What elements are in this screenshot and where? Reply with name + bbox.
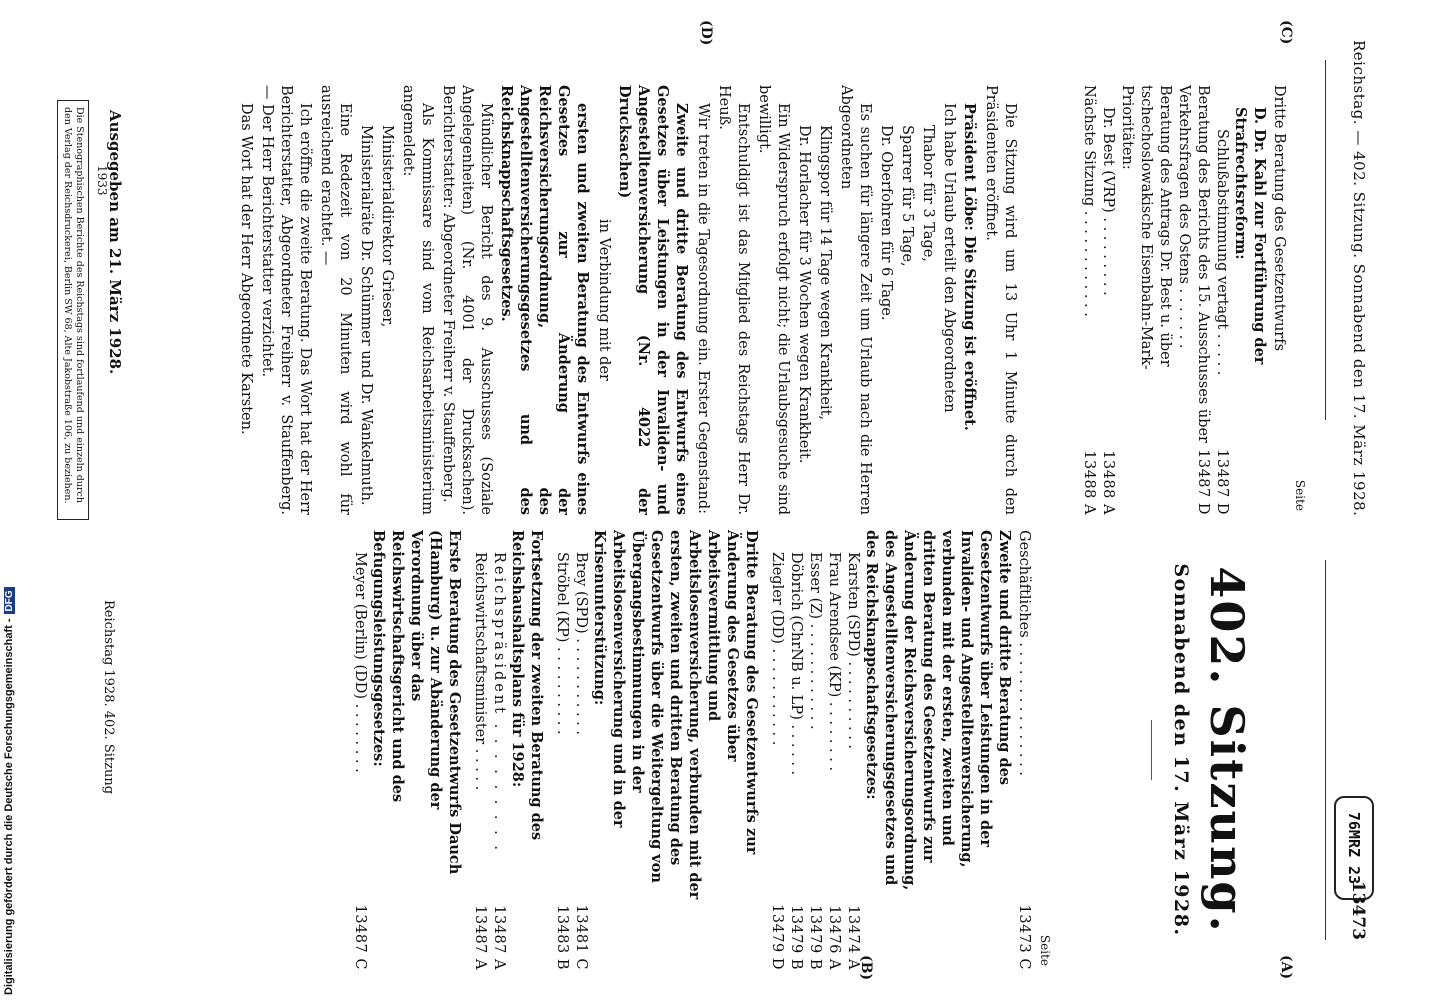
toc-item — [1098, 85, 1117, 515]
toc-text: Erste Beratung des Gesetzentwurfs Dauch (Hamburg) u. zur Abänderung der Verordnung über das Reichswirtschaftsgericht und des Befugungsleistungsgesetzes: — [370, 530, 463, 875]
body-paragraph: Eine Redezeit von 20 Minuten wird wohl für ausreichend erachtet. — — [318, 85, 353, 515]
body-paragraph: Ministerialräte Dr. Schümmer und Dr. Wankelmuth. — [358, 125, 374, 506]
session-date: Sonnabend den 17. März 1928. — [1170, 563, 1192, 937]
bottom-page-number: 1933 — [95, 165, 109, 196]
toc-text: Nächste Sitzung . . . . . . . . . . . . — [1081, 85, 1097, 317]
header-rule-left — [1325, 60, 1326, 420]
toc-item — [552, 530, 571, 970]
body-paragraph: in Verbindung mit der — [596, 219, 612, 381]
session-body — [236, 85, 1019, 515]
toc-item — [369, 530, 464, 970]
margin-marker-b: (B) — [858, 955, 874, 981]
toc-text: Dritte Beratung des Gesetzentwurfs zur Änderung des Gesetzes über Arbeitsvermittlung und Arbeitslosenversicherung, verbunden mit der ersten, zweiten und dritten Beratung des Gesetzentwurfs über die Weitergeltung von Übergangsbestimmungen in der Arbeitslosenversicherung und in der Krisenunterstützung: — [591, 530, 760, 900]
toc-text: Dr. Best (VRP) . . . . . . . . . — [1100, 107, 1116, 296]
toc-ref: 13479 B — [788, 905, 804, 970]
toc-item — [508, 530, 546, 970]
toc-item — [805, 530, 824, 970]
body-paragraph: Mündlicher Bericht des 9. Ausschusses (Soziale Angelegenheiten) (Nr. 4001 der Drucksachen). Berichterstatter: Abgeordneter Freiherr v. Stauffenberg. — [440, 85, 494, 515]
toc-ref: 13479 D — [769, 904, 785, 970]
digitization-note — [0, 0, 22, 1000]
margin-marker-c: (C) — [1278, 20, 1294, 45]
page-number: 13473 — [1348, 880, 1368, 940]
toc-text: Frau Arendsee (KP) . . . . . . . . — [826, 552, 842, 772]
toc-item — [1174, 85, 1212, 515]
toc-text: Meyer (Berlin) (DD) . . . . . . . . — [352, 552, 368, 773]
session-title: 402. Sitzung. — [1200, 566, 1254, 934]
toc-text: Brey (SPD) . . . . . . . . . . . — [573, 552, 589, 735]
toc-item — [489, 530, 508, 970]
toc-ref: 13483 B — [554, 905, 570, 970]
toc-text: Beratung des Antrags Dr. Best u. über tschechoslowakische Eisenbahn-Mark-Prioritäten: — [1119, 85, 1173, 370]
toc-item — [1212, 85, 1231, 515]
running-head — [1334, 40, 1374, 970]
toc-text: Zweite und dritte Beratung des Gesetzentwurfs über Leistungen in der Invaliden- und Angestelltenversicherung, verbunden mit der ersten, zweiten und dritten Beratung des Gesetzentwurfs zur Änderung der Reichsversicherungsordnung, des Angestelltenversicherungsgesetzes und des Reichsknappschaftsgesetzes: — [863, 530, 1013, 891]
toc-item — [590, 530, 761, 970]
toc-item — [862, 530, 1014, 970]
issued-date: Ausgegeben am 21. März 1928. — [106, 110, 124, 375]
toc-ref: 13476 A — [826, 905, 842, 970]
toc-item — [1269, 85, 1288, 515]
toc-item — [786, 530, 805, 970]
toc-ref: 13473 C — [1016, 904, 1032, 970]
publisher-note: Die Stenographischen Berichte des Reichstags sind fortlaufend und einzeln durch den Verlag der Reichsdruckerei, Berlin SW 68, Alte Jakobstraße 106, zu beziehen. — [57, 100, 89, 520]
body-paragraph: Ministerialdirektor Grieser, — [379, 125, 395, 328]
toc-item — [470, 530, 489, 970]
toc-text: Schlußabstimmung vertagt . . . . . — [1214, 129, 1230, 376]
toc-text: Geschäftliches . . . . . . . . . . . . . . . — [1016, 530, 1032, 776]
running-head-text: Reichstag. — 402. Sitzung. Sonnabend den 17. März 1928. — [1350, 40, 1368, 517]
body-paragraph: Ein Widerspruch erfolgt nicht; die Urlaubsgesuche sind bewilligt. — [756, 85, 791, 515]
margin-marker-a: (A) — [1278, 955, 1294, 980]
toc-item — [350, 530, 369, 970]
toc-text: Karsten (SPD) . . . . . . . . . . — [845, 552, 861, 750]
margin-marker-d: (D) — [698, 20, 714, 46]
body-paragraph: Es suchen für längere Zeit um Urlaub nach die Herren Abgeordneten — [838, 85, 873, 515]
toc-item — [571, 530, 590, 970]
body-paragraph: ersten und zweiten Beratung des Entwurfs eines Gesetzes zur Änderung der Reichsversicherungsordnung, des Angestelltenversicherungsgesetzes und des Reichsknappschaftsgesetzes. — [498, 85, 591, 515]
body-paragraph: Dr. Horlacher für 3 Wochen wegen Krankheit. — [796, 125, 812, 464]
digitization-label: Digitalisierung gefördert durch die Deutsche Forschungsgemeinschaft - — [3, 618, 15, 995]
toc-ref: 13488 A — [1081, 450, 1097, 515]
right-column — [350, 530, 1054, 970]
toc-ref: 13479 B — [807, 905, 823, 970]
left-column — [234, 85, 1309, 515]
toc-item — [1231, 85, 1269, 515]
body-paragraph: Als Kommissare sind vom Reichsarbeitsministerium angemeldet: — [400, 85, 435, 515]
toc-text: Döbrich (ChrNB u. LP) . . . . . . — [788, 552, 804, 776]
toc-left — [1079, 85, 1288, 515]
toc-text: Dritte Beratung des Gesetzentwurfs — [1271, 85, 1287, 352]
toc-text: Reichspräsident . . . . . . . . . — [491, 552, 507, 853]
body-paragraph: Dr. Oberfohren für 6 Tage. — [878, 125, 894, 321]
toc-item — [767, 530, 786, 970]
body-paragraph: Die Sitzung wird um 13 Uhr 1 Minute durch den Präsidenten eröffnet. — [983, 85, 1018, 515]
date-stamp: 76MRZ 23 — [1334, 796, 1374, 900]
toc-text: Reichswirtschaftsminister . . . . . — [472, 552, 488, 791]
toc-text: Esser (Z) . . . . . . . . . . . . — [807, 552, 823, 730]
toc-text: D. Dr. Kahl zur Fortführung der Strafrechtsreform: — [1232, 107, 1268, 365]
seite-label: Seite — [1038, 934, 1052, 966]
toc-item — [1014, 530, 1033, 970]
toc-item — [1079, 85, 1098, 515]
seite-label: Seite — [1293, 479, 1307, 511]
toc-ref: 13474 A — [845, 905, 861, 970]
session-title-block — [1151, 530, 1254, 970]
reichstag-footer-line: Reichstag 1928. 402. Sitzung — [101, 600, 116, 795]
body-paragraph: Ich eröffne die zweite Beratung. Das Wort hat der Herr Berichterstatter, Abgeordneter Freiherr v. Stauffenberg. — Der Herr Berichterstatter verzichtet. — [259, 85, 313, 515]
toc-ref: 13481 C — [573, 904, 589, 970]
toc-ref: 13487 A — [472, 905, 488, 970]
toc-text: Fortsetzung der zweiten Beratung des Reichshaushaltsplans für 1928: — [509, 530, 545, 841]
toc-item — [824, 530, 843, 970]
dfg-logo-icon: DFG — [4, 587, 15, 614]
body-paragraph: Sparrer für 5 Tage, — [899, 125, 915, 267]
toc-ref: 13488 A — [1100, 450, 1116, 515]
toc-text: Ziegler (DD) . . . . . . . . . . . — [769, 552, 785, 746]
toc-ref: 13487 A — [491, 905, 507, 970]
toc-ref: 13487 D — [1214, 449, 1230, 515]
toc-text: Ströbel (KP) . . . . . . . . . . — [554, 552, 570, 735]
body-paragraph: Wir treten in die Tagesordnung ein. Erster Gegenstand: — [695, 103, 711, 515]
toc-item — [843, 530, 862, 970]
toc-ref: 13487 D — [1195, 449, 1211, 515]
toc-item — [1117, 85, 1174, 515]
toc-text: Beratung des Berichts des 15. Ausschusses über Verkehrsfragen des Ostens . . . . . . . — [1176, 85, 1211, 443]
body-paragraph: Zweite und dritte Beratung des Entwurfs eines Gesetzes über Leistungen in der Invaliden- und Angestelltenversicherung (Nr. 4022 der Drucksachen) — [616, 85, 690, 515]
body-paragraph: Entschuldigt ist das Mitglied des Reichstags Herr Dr. Heuß. — [716, 85, 751, 515]
body-paragraph: Ich habe Urlaub erteilt den Abgeordneten — [941, 103, 957, 413]
header-rule-right — [1325, 560, 1326, 940]
digitization-text — [3, 587, 15, 995]
title-rule — [1151, 720, 1152, 780]
body-paragraph: Thabor für 3 Tage, — [920, 125, 936, 262]
toc-ref: 13487 C — [352, 904, 368, 970]
body-paragraph: Klingspor für 14 Tage wegen Krankheit, — [817, 125, 833, 421]
body-paragraph: Das Wort hat der Herr Abgeordnete Karsten. — [238, 103, 254, 435]
body-paragraph: Präsident Löbe: Die Sitzung ist eröffnet. — [961, 103, 978, 431]
